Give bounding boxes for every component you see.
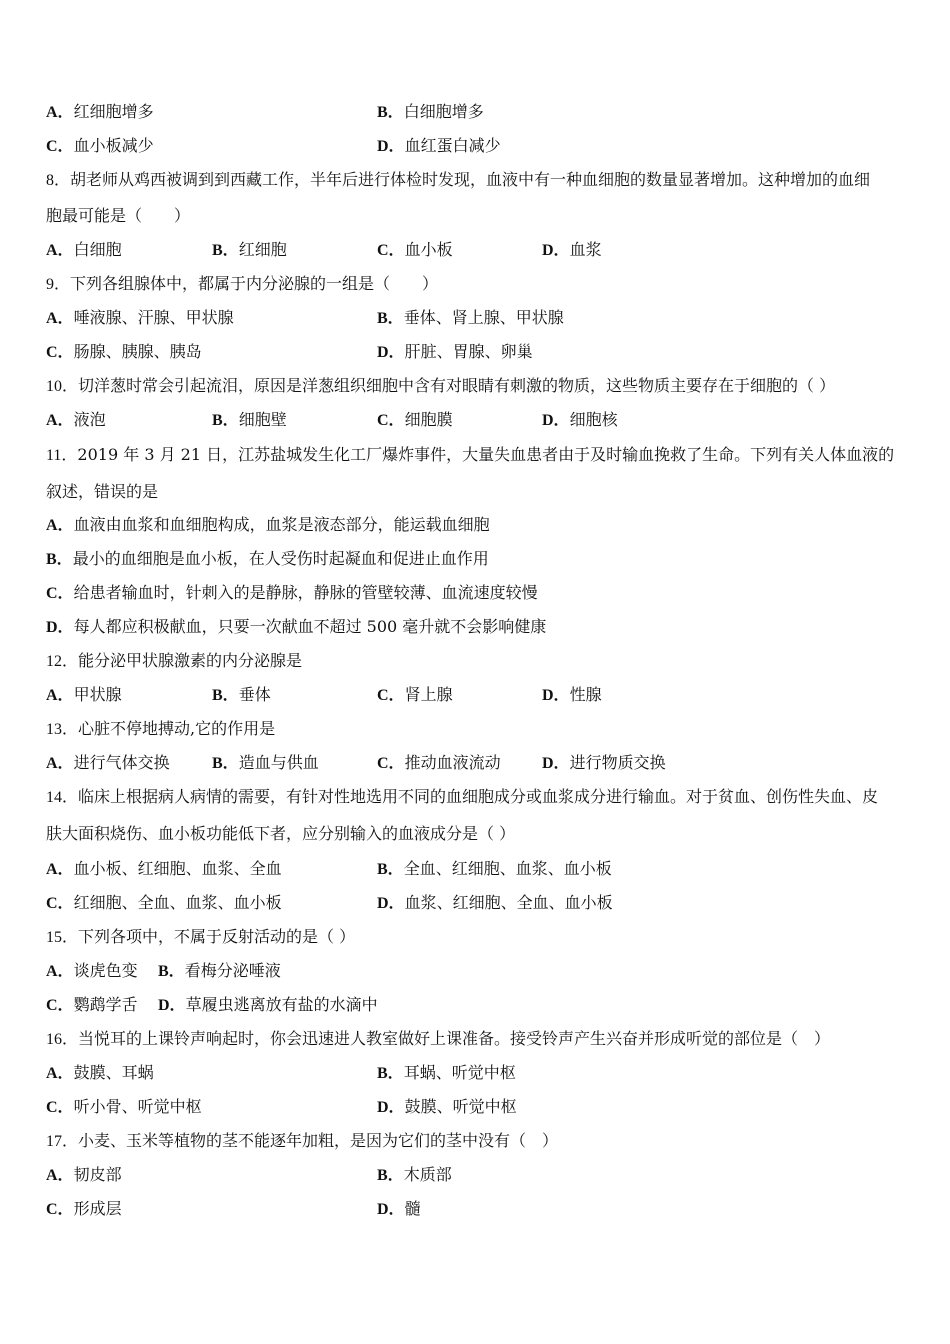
option-label: C．	[46, 1099, 74, 1116]
option-label: B．	[212, 755, 239, 772]
option-c	[377, 751, 501, 776]
option-b	[377, 100, 484, 125]
option-text: 每人都应积极献血，只要一次献血不超过 500 毫升就不会影响健康	[73, 617, 547, 636]
stem-text: 下列各组腺体中，都属于内分泌腺的一组是（ ）	[70, 274, 439, 293]
option-text: 白细胞	[73, 240, 122, 259]
option-text: 造血与供血	[238, 753, 319, 772]
option-text: 肾上腺	[404, 685, 453, 704]
option-text: 髓	[404, 1199, 421, 1218]
option-label: D．	[377, 1201, 405, 1218]
option-text: 血浆	[569, 240, 602, 259]
option-label: B．	[377, 104, 404, 121]
option-label: B．	[158, 963, 185, 980]
option-b	[212, 683, 271, 708]
option-label: D．	[542, 412, 570, 429]
option-d	[542, 683, 602, 708]
option-b	[158, 959, 281, 984]
option-text: 耳蜗、听觉中枢	[403, 1063, 516, 1082]
option-label: C．	[46, 1201, 74, 1218]
option-label: C．	[46, 997, 74, 1014]
option-b	[212, 408, 287, 433]
option-label: B．	[377, 1065, 404, 1082]
option-text: 细胞壁	[238, 410, 287, 429]
question-number: 9．	[46, 276, 71, 293]
option-text: 细胞膜	[404, 410, 453, 429]
question-stem	[46, 1129, 558, 1154]
stem-text: 下列各项中，不属于反射活动的是（ ）	[78, 927, 356, 946]
question-number: 8．	[46, 172, 71, 189]
option-text: 最小的血细胞是血小板，在人受伤时起凝血和促进止血作用	[72, 549, 489, 568]
option-a	[46, 513, 490, 538]
option-c	[377, 683, 453, 708]
option-text: 甲状腺	[73, 685, 122, 704]
stem-text: 胞最可能是（ ）	[46, 206, 191, 225]
option-text: 谈虎色变	[73, 961, 138, 980]
question-stem	[46, 925, 355, 950]
option-d	[377, 134, 501, 159]
stem-text: 小麦、玉米等植物的茎不能逐年加粗，是因为它们的茎中没有（ ）	[78, 1131, 559, 1150]
option-a	[46, 408, 106, 433]
option-d	[542, 751, 666, 776]
option-d	[377, 1197, 421, 1222]
option-label: D．	[377, 344, 405, 361]
option-text: 红细胞	[238, 240, 287, 259]
option-label: C．	[377, 755, 405, 772]
option-a	[46, 238, 122, 263]
option-label: A．	[46, 861, 74, 878]
option-c	[377, 408, 453, 433]
option-label: A．	[46, 687, 74, 704]
option-d	[158, 993, 378, 1018]
option-c	[46, 891, 282, 916]
option-d	[542, 408, 618, 433]
option-text: 木质部	[403, 1165, 452, 1184]
option-label: B．	[212, 412, 239, 429]
option-a	[46, 751, 170, 776]
stem-text: 2019 年 3 月 21 日，江苏盐城发生化工厂爆炸事件，大量失血患者由于及时输血挽救了生命。下列有关人体血液的	[77, 445, 895, 464]
question-stem	[46, 785, 878, 810]
option-label: A．	[46, 963, 74, 980]
option-label: B．	[212, 242, 239, 259]
option-b	[377, 857, 612, 882]
question-number: 11．	[46, 447, 78, 464]
option-label: C．	[377, 687, 405, 704]
option-a	[46, 100, 154, 125]
option-label: A．	[46, 412, 74, 429]
stem-text: 当悦耳的上课铃声响起时，你会迅速进人教室做好上课准备。接受铃声产生兴奋并形成听觉的部位是（ ）	[78, 1029, 831, 1048]
option-text: 血小板、红细胞、血浆、全血	[73, 859, 282, 878]
option-c	[377, 238, 453, 263]
option-text: 鹦鹉学舌	[73, 995, 138, 1014]
question-stem	[46, 272, 438, 297]
option-c	[46, 134, 154, 159]
option-text: 性腺	[569, 685, 602, 704]
option-text: 给患者输血时，针刺入的是静脉，静脉的管壁较薄、血流速度较慢	[73, 583, 538, 602]
option-text: 全血、红细胞、血浆、血小板	[403, 859, 612, 878]
question-number: 15．	[46, 929, 79, 946]
option-label: B．	[377, 861, 404, 878]
question-stem	[46, 443, 894, 468]
option-label: A．	[46, 310, 74, 327]
stem-text: 胡老师从鸡西被调到到西藏工作，半年后进行体检时发现，血液中有一种血细胞的数量显著增加。这种增加的血细	[70, 170, 871, 189]
option-text: 肝脏、胃腺、卵巢	[404, 342, 533, 361]
option-label: D．	[542, 687, 570, 704]
stem-text: 临床上根据病人病情的需要，有针对性地选用不同的血细胞成分或血浆成分进行输血。对于贫血、创伤性失血、皮	[78, 787, 879, 806]
question-stem	[46, 168, 870, 193]
option-a	[46, 1163, 122, 1188]
question-number: 12．	[46, 653, 79, 670]
option-text: 唾液腺、汗腺、甲状腺	[73, 308, 234, 327]
option-text: 鼓膜、听觉中枢	[404, 1097, 517, 1116]
option-d	[542, 238, 602, 263]
option-text: 看梅分泌唾液	[184, 961, 281, 980]
option-d	[377, 1095, 517, 1120]
option-label: D．	[377, 1099, 405, 1116]
stem-text: 肤大面积烧伤、血小板功能低下者，应分别输入的血液成分是（ ）	[46, 824, 516, 843]
question-number: 10．	[46, 378, 79, 395]
question-stem	[46, 649, 302, 674]
option-a	[46, 306, 234, 331]
option-label: D．	[377, 895, 405, 912]
option-text: 韧皮部	[73, 1165, 122, 1184]
option-c	[46, 1095, 202, 1120]
option-text: 红细胞增多	[73, 102, 154, 121]
question-number: 13．	[46, 721, 79, 738]
option-text: 红细胞、全血、血浆、血小板	[73, 893, 282, 912]
option-text: 血浆、红细胞、全血、血小板	[404, 893, 613, 912]
option-label: C．	[46, 895, 74, 912]
option-a	[46, 1061, 154, 1086]
option-label: A．	[46, 517, 74, 534]
option-text: 细胞核	[569, 410, 618, 429]
stem-text: 能分泌甲状腺激素的内分泌腺是	[78, 651, 303, 670]
option-label: C．	[46, 344, 74, 361]
option-c	[46, 1197, 122, 1222]
option-b	[212, 751, 319, 776]
option-c	[46, 993, 138, 1018]
option-a	[46, 959, 138, 984]
option-a	[46, 683, 122, 708]
option-label: C．	[377, 242, 405, 259]
option-text: 垂体、肾上腺、甲状腺	[403, 308, 564, 327]
option-text: 鼓膜、耳蜗	[73, 1063, 154, 1082]
question-number: 14．	[46, 789, 79, 806]
option-label: D．	[158, 997, 186, 1014]
option-text: 肠腺、胰腺、胰岛	[73, 342, 202, 361]
option-c	[46, 340, 202, 365]
option-label: B．	[212, 687, 239, 704]
option-label: C．	[46, 138, 74, 155]
option-label: D．	[46, 619, 74, 636]
option-b	[212, 238, 287, 263]
option-text: 推动血液流动	[404, 753, 501, 772]
stem-text: 叙述，错误的是	[46, 482, 159, 501]
option-text: 血液由血浆和血细胞构成，血浆是液态部分，能运载血细胞	[73, 515, 490, 534]
question-stem	[46, 822, 515, 846]
question-number: 17．	[46, 1133, 79, 1150]
option-label: C．	[46, 585, 74, 602]
option-b	[46, 547, 489, 572]
question-stem	[46, 480, 158, 504]
option-text: 血小板	[404, 240, 453, 259]
question-stem	[46, 1027, 830, 1052]
option-label: A．	[46, 1065, 74, 1082]
stem-text: 切洋葱时常会引起流泪，原因是洋葱组织细胞中含有对眼睛有刺激的物质，这些物质主要存在于细胞的（ ）	[78, 376, 836, 395]
option-label: D．	[542, 242, 570, 259]
option-text: 进行气体交换	[73, 753, 170, 772]
option-text: 液泡	[73, 410, 106, 429]
option-label: C．	[377, 412, 405, 429]
question-stem	[46, 717, 275, 742]
question-stem	[46, 374, 835, 399]
question-stem	[46, 204, 190, 228]
option-label: D．	[377, 138, 405, 155]
option-label: B．	[46, 551, 73, 568]
option-b	[377, 306, 564, 331]
option-d	[377, 340, 533, 365]
option-text: 形成层	[73, 1199, 122, 1218]
option-d	[46, 615, 546, 640]
option-text: 白细胞增多	[403, 102, 484, 121]
option-b	[377, 1163, 452, 1188]
option-label: A．	[46, 242, 74, 259]
option-a	[46, 857, 282, 882]
option-b	[377, 1061, 516, 1086]
option-d	[377, 891, 613, 916]
option-label: B．	[377, 310, 404, 327]
option-label: B．	[377, 1167, 404, 1184]
option-label: A．	[46, 104, 74, 121]
option-text: 血红蛋白减少	[404, 136, 501, 155]
option-text: 血小板减少	[73, 136, 154, 155]
option-label: A．	[46, 755, 74, 772]
option-text: 垂体	[238, 685, 271, 704]
stem-text: 心脏不停地搏动,它的作用是	[78, 719, 276, 738]
option-c	[46, 581, 538, 606]
option-text: 进行物质交换	[569, 753, 666, 772]
option-label: D．	[542, 755, 570, 772]
question-number: 16．	[46, 1031, 79, 1048]
option-text: 草履虫逃离放有盐的水滴中	[185, 995, 378, 1014]
option-label: A．	[46, 1167, 74, 1184]
option-text: 听小骨、听觉中枢	[73, 1097, 202, 1116]
